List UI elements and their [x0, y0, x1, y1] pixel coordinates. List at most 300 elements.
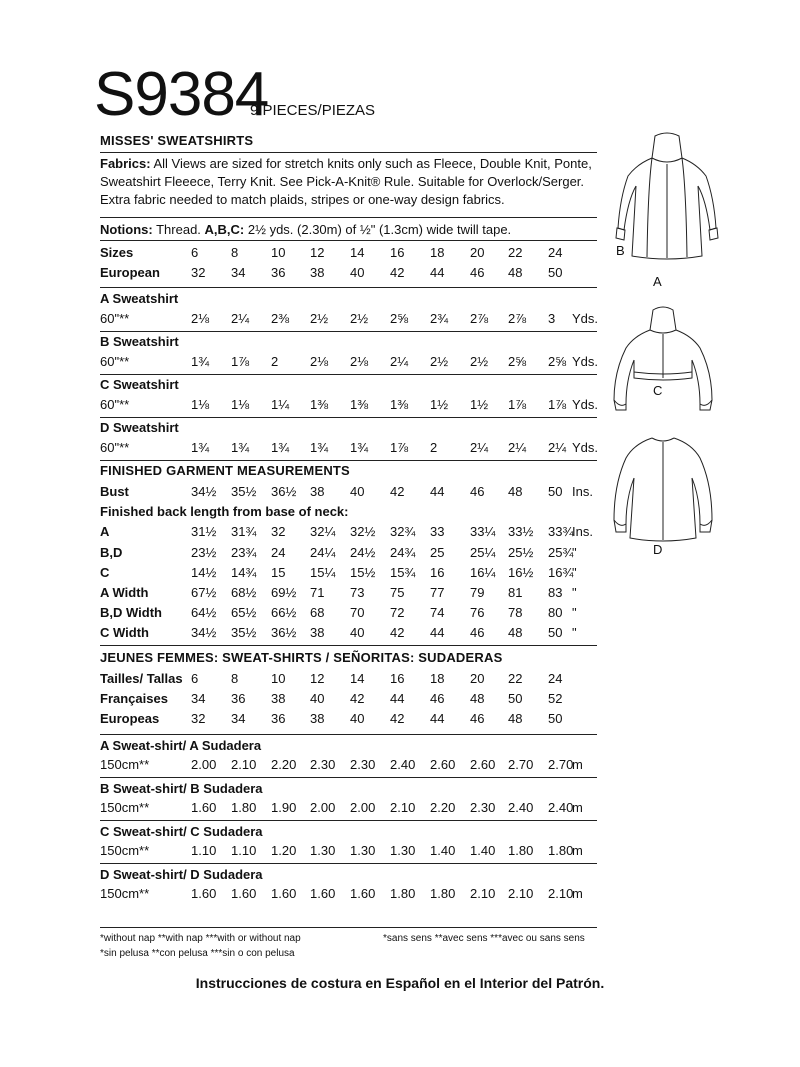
unit-label: Yds.	[572, 440, 599, 455]
table-cell: 32¼	[310, 524, 336, 539]
table-cell: 36	[271, 711, 286, 726]
table-cell: 16½	[508, 565, 534, 580]
fabrics-paragraph	[100, 155, 600, 209]
table-cell: 1.80	[508, 843, 534, 858]
table-cell: 24	[548, 245, 563, 260]
unit-label: Yds.	[572, 311, 599, 326]
table-cell: 2.30	[350, 757, 376, 772]
divider	[100, 217, 597, 218]
table-cell: 1⅞	[231, 354, 250, 369]
measurement-row-label: A	[100, 524, 110, 539]
table-cell: 64½	[191, 605, 217, 620]
table-cell: 81	[508, 585, 523, 600]
table-cell: 1.40	[430, 843, 456, 858]
table-cell: 34	[191, 691, 206, 706]
notions-views: A,B,C:	[204, 222, 245, 237]
table-cell: 40	[310, 691, 325, 706]
table-cell: 68½	[231, 585, 257, 600]
table-cell: 12	[310, 671, 325, 686]
measurement-row	[100, 605, 600, 623]
europeas-row-label: Europeas	[100, 711, 160, 726]
sizes-row	[100, 245, 600, 263]
table-cell: 1.10	[231, 843, 257, 858]
table-cell: 25	[430, 545, 445, 560]
view-title-row	[100, 291, 600, 309]
table-cell: 1.80	[390, 886, 416, 901]
table-cell: 1¾	[350, 440, 369, 455]
table-cell: 10	[271, 245, 286, 260]
view-title-row-label: C Sweat-shirt/ C Sudadera	[100, 824, 263, 839]
yardage-row-label: 60"**	[100, 311, 130, 326]
table-cell: 16	[430, 565, 445, 580]
yardage-row	[100, 397, 600, 415]
table-cell: 48	[508, 265, 523, 280]
table-cell: 40	[350, 625, 365, 640]
table-cell: 1.80	[430, 886, 456, 901]
view-label-a: A	[653, 274, 662, 289]
table-cell: 36	[231, 691, 246, 706]
table-cell: 48	[508, 484, 523, 499]
table-cell: 38	[310, 711, 325, 726]
unit-label: "	[572, 585, 577, 600]
table-cell: 1.60	[310, 886, 336, 901]
fabrics-text: All Views are sized for stretch knits only such as Fleece, Double Knit, Ponte, Sweatshirt Fleeece, Terry Knit. See Pick-A-Knit® Rule. Suitable for Overlock/Serger. Extra fabric needed to match plaids, stripes or one-way design fabrics.	[100, 156, 592, 207]
metric-yardage-row-label: 150cm**	[100, 800, 150, 815]
table-cell: 1⅜	[390, 397, 409, 412]
unit-label: Ins.	[572, 524, 593, 539]
table-cell: 18	[430, 245, 445, 260]
table-cell: 69½	[271, 585, 297, 600]
table-cell: 1.60	[231, 886, 257, 901]
divider	[100, 374, 597, 375]
divider	[100, 152, 597, 153]
table-cell: 22	[508, 245, 523, 260]
table-cell: 46	[470, 625, 485, 640]
table-cell: 1.80	[548, 843, 574, 858]
table-cell: 38	[271, 691, 286, 706]
table-cell: 48	[508, 625, 523, 640]
view-title-row-label: A Sweatshirt	[100, 291, 179, 306]
view-label-b: B	[616, 243, 625, 258]
table-cell: 46	[470, 265, 485, 280]
table-cell: 15¼	[310, 565, 336, 580]
notions-paragraph	[100, 221, 600, 239]
table-cell: 16	[390, 245, 405, 260]
francaises-row	[100, 691, 600, 709]
notions-text: Thread.	[156, 222, 201, 237]
table-cell: 34	[231, 265, 246, 280]
table-cell: 6	[191, 245, 199, 260]
view-title-row-label: D Sweat-shirt/ D Sudadera	[100, 867, 263, 882]
table-cell: 2.60	[430, 757, 456, 772]
table-cell: 2¾	[430, 311, 449, 326]
notions-label: Notions:	[100, 222, 153, 237]
metric-yardage-row-label: 150cm**	[100, 757, 150, 772]
view-title-row	[100, 867, 600, 885]
table-cell: 38	[310, 484, 325, 499]
table-cell: 46	[470, 711, 485, 726]
table-cell: 2.20	[271, 757, 297, 772]
table-cell: 14¾	[231, 565, 257, 580]
table-cell: 2.00	[191, 757, 217, 772]
table-cell: 2¼	[548, 440, 567, 455]
table-cell: 16¼	[470, 565, 496, 580]
table-cell: 24½	[350, 545, 376, 560]
table-cell: 83	[548, 585, 563, 600]
table-cell: 3	[548, 311, 556, 326]
table-cell: 2⅞	[470, 311, 489, 326]
table-cell: 16	[390, 671, 405, 686]
table-cell: 2.40	[390, 757, 416, 772]
table-cell: 1¾	[231, 440, 250, 455]
yardage-row-label: 60"**	[100, 440, 130, 455]
table-cell: 1.60	[191, 800, 217, 815]
table-cell: 1.60	[350, 886, 376, 901]
back-length-label-row-label: Finished back length from base of neck:	[100, 504, 349, 519]
table-cell: 1⅞	[508, 397, 527, 412]
view-label-d: D	[653, 542, 663, 557]
table-cell: 24	[271, 545, 286, 560]
divider	[100, 863, 597, 864]
table-cell: 1¾	[310, 440, 329, 455]
table-cell: 80	[548, 605, 563, 620]
table-cell: 46	[470, 484, 485, 499]
table-cell: 48	[508, 711, 523, 726]
table-cell: 34½	[191, 484, 217, 499]
table-cell: 23¾	[231, 545, 257, 560]
table-cell: 32¾	[390, 524, 416, 539]
table-cell: 50	[508, 691, 523, 706]
table-cell: 2⅛	[350, 354, 369, 369]
table-cell: 2.10	[508, 886, 534, 901]
table-cell: 2½	[310, 311, 329, 326]
footnote-french: *sans sens **avec sens ***avec ou sans sens	[383, 933, 585, 944]
table-cell: 2⅝	[508, 354, 527, 369]
table-cell: 2⅛	[310, 354, 329, 369]
table-cell: 1.60	[191, 886, 217, 901]
unit-label: Yds.	[572, 397, 599, 412]
footnote-english: *without nap **with nap ***with or without nap	[100, 933, 301, 944]
table-cell: 24	[548, 671, 563, 686]
yardage-row	[100, 354, 600, 372]
view-title-row	[100, 738, 600, 756]
table-cell: 2⅛	[191, 311, 210, 326]
metric-yardage-row	[100, 757, 600, 775]
table-cell: 10	[271, 671, 286, 686]
table-cell: 77	[430, 585, 445, 600]
table-cell: 50	[548, 484, 563, 499]
pattern-title: MISSES' SWEATSHIRTS	[100, 133, 254, 148]
sizes-row-label: Sizes	[100, 245, 134, 260]
table-cell: 78	[508, 605, 523, 620]
measurement-row	[100, 545, 600, 563]
europeas-row	[100, 711, 600, 729]
measurement-row	[100, 625, 600, 643]
table-cell: 1.20	[271, 843, 297, 858]
table-cell: 38	[310, 625, 325, 640]
table-cell: 24¼	[310, 545, 336, 560]
table-cell: 2⅜	[271, 311, 290, 326]
table-cell: 76	[470, 605, 485, 620]
table-cell: 15¾	[390, 565, 416, 580]
yardage-row	[100, 440, 600, 458]
footnote-spanish: *sin pelusa **con pelusa ***sin o con pelusa	[100, 948, 295, 959]
view-c-illustration	[608, 300, 718, 415]
table-cell: 31¾	[231, 524, 257, 539]
table-cell: 36½	[271, 484, 297, 499]
table-cell: 2.30	[470, 800, 496, 815]
divider	[100, 645, 597, 646]
table-cell: 2.10	[390, 800, 416, 815]
table-cell: 15	[271, 565, 286, 580]
tailles-row	[100, 671, 600, 689]
unit-label: "	[572, 545, 577, 560]
view-title-row-label: A Sweat-shirt/ A Sudadera	[100, 738, 262, 753]
table-cell: 18	[430, 671, 445, 686]
table-cell: 50	[548, 711, 563, 726]
view-title-row	[100, 334, 600, 352]
metric-yardage-row-label: 150cm**	[100, 843, 150, 858]
unit-label: m	[572, 800, 583, 815]
table-cell: 2.40	[508, 800, 534, 815]
pieces-count: 9 PIECES/PIEZAS	[250, 102, 376, 119]
table-cell: 2¼	[231, 311, 250, 326]
table-cell: 33¾	[548, 524, 574, 539]
table-cell: 42	[390, 625, 405, 640]
metric-yardage-row	[100, 843, 600, 861]
table-cell: 1.10	[191, 843, 217, 858]
view-title-row-label: C Sweatshirt	[100, 377, 179, 392]
table-cell: 16¾	[548, 565, 574, 580]
metric-yardage-row	[100, 800, 600, 818]
table-cell: 42	[390, 265, 405, 280]
table-cell: 44	[430, 265, 445, 280]
table-cell: 1⅜	[310, 397, 329, 412]
table-cell: 34	[231, 711, 246, 726]
table-cell: 1.60	[271, 886, 297, 901]
table-cell: 2.10	[231, 757, 257, 772]
table-cell: 2.60	[470, 757, 496, 772]
yardage-row-label: 60"**	[100, 397, 130, 412]
table-cell: 35½	[231, 484, 257, 499]
view-title-row	[100, 377, 600, 395]
table-cell: 22	[508, 671, 523, 686]
unit-label: Yds.	[572, 354, 599, 369]
table-cell: 2.10	[470, 886, 496, 901]
table-cell: 40	[350, 265, 365, 280]
table-cell: 2⅝	[548, 354, 567, 369]
table-cell: 48	[470, 691, 485, 706]
table-cell: 1.30	[310, 843, 336, 858]
table-cell: 33¼	[470, 524, 496, 539]
table-cell: 72	[390, 605, 405, 620]
table-cell: 40	[350, 711, 365, 726]
table-cell: 2¼	[470, 440, 489, 455]
table-cell: 68	[310, 605, 325, 620]
table-cell: 52	[548, 691, 563, 706]
measurement-row-label: A Width	[100, 585, 149, 600]
table-cell: 23½	[191, 545, 217, 560]
divider	[100, 240, 597, 241]
table-cell: 2.10	[548, 886, 574, 901]
spanish-instructions-note: Instrucciones de costura en Español en el Interior del Patrón.	[195, 975, 605, 991]
table-cell: 2½	[470, 354, 489, 369]
table-cell: 8	[231, 245, 239, 260]
unit-label: m	[572, 843, 583, 858]
table-cell: 1½	[430, 397, 449, 412]
table-cell: 1.30	[350, 843, 376, 858]
measurement-row	[100, 524, 600, 542]
table-cell: 2.70	[508, 757, 534, 772]
yardage-row-label: 60"**	[100, 354, 130, 369]
divider	[100, 287, 597, 288]
unit-label: m	[572, 886, 583, 901]
divider	[100, 460, 597, 461]
table-cell: 1.30	[390, 843, 416, 858]
table-cell: 42	[390, 484, 405, 499]
table-cell: 1.40	[470, 843, 496, 858]
table-cell: 32	[191, 711, 206, 726]
view-title-row	[100, 824, 600, 842]
francaises-row-label: Françaises	[100, 691, 168, 706]
table-cell: 1⅛	[191, 397, 210, 412]
european-row	[100, 265, 600, 283]
table-cell: 1⅜	[350, 397, 369, 412]
table-cell: 2½	[430, 354, 449, 369]
view-a-illustration	[612, 128, 722, 268]
table-cell: 35½	[231, 625, 257, 640]
unit-label: m	[572, 757, 583, 772]
view-title-row-label: D Sweatshirt	[100, 420, 179, 435]
tailles-row-label: Tailles/ Tallas	[100, 671, 183, 686]
fabrics-label: Fabrics:	[100, 156, 151, 171]
table-cell: 44	[430, 711, 445, 726]
table-cell: 2.20	[430, 800, 456, 815]
table-cell: 44	[430, 484, 445, 499]
view-title-row	[100, 420, 600, 438]
table-cell: 34½	[191, 625, 217, 640]
back-length-label-row	[100, 504, 600, 522]
table-cell: 65½	[231, 605, 257, 620]
european-row-label: European	[100, 265, 160, 280]
table-cell: 66½	[271, 605, 297, 620]
table-cell: 20	[470, 245, 485, 260]
table-cell: 2.70	[548, 757, 574, 772]
table-cell: 71	[310, 585, 325, 600]
view-title-row	[100, 781, 600, 799]
table-cell: 2.00	[310, 800, 336, 815]
table-cell: 32	[271, 524, 286, 539]
table-cell: 74	[430, 605, 445, 620]
table-cell: 2	[271, 354, 279, 369]
metric-table-title: JEUNES FEMMES: SWEAT-SHIRTS / SEÑORITAS: SUDADERAS	[100, 650, 503, 665]
table-cell: 1¾	[191, 354, 210, 369]
table-cell: 36½	[271, 625, 297, 640]
unit-label: "	[572, 625, 577, 640]
table-cell: 14	[350, 671, 365, 686]
table-cell: 33	[430, 524, 445, 539]
table-cell: 1⅛	[231, 397, 250, 412]
table-cell: 2.40	[548, 800, 574, 815]
measurement-row-label: B,D	[100, 545, 123, 560]
table-cell: 31½	[191, 524, 217, 539]
table-cell: 2½	[350, 311, 369, 326]
table-cell: 44	[390, 691, 405, 706]
metric-yardage-row-label: 150cm**	[100, 886, 150, 901]
measurement-row-label: B,D Width	[100, 605, 162, 620]
table-cell: 14	[350, 245, 365, 260]
bust-row	[100, 484, 600, 502]
divider	[100, 417, 597, 418]
view-label-c: C	[653, 383, 663, 398]
table-cell: 50	[548, 265, 563, 280]
table-cell: 2.30	[310, 757, 336, 772]
table-cell: 1.80	[231, 800, 257, 815]
measurements-title: FINISHED GARMENT MEASUREMENTS	[100, 463, 350, 478]
table-cell: 1¾	[191, 440, 210, 455]
bust-row-label: Bust	[100, 484, 129, 499]
unit-label: "	[572, 605, 577, 620]
divider	[100, 734, 597, 735]
table-cell: 32½	[350, 524, 376, 539]
table-cell: 38	[310, 265, 325, 280]
table-cell: 15½	[350, 565, 376, 580]
unit-label: "	[572, 565, 577, 580]
view-d-illustration	[608, 428, 718, 548]
table-cell: 25¼	[470, 545, 496, 560]
table-cell: 36	[271, 265, 286, 280]
divider	[100, 820, 597, 821]
table-cell: 20	[470, 671, 485, 686]
divider	[100, 777, 597, 778]
measurement-row	[100, 585, 600, 603]
table-cell: 1⅞	[548, 397, 567, 412]
metric-yardage-row	[100, 886, 600, 904]
table-cell: 1¾	[271, 440, 290, 455]
divider	[100, 331, 597, 332]
measurement-row-label: C Width	[100, 625, 149, 640]
table-cell: 14½	[191, 565, 217, 580]
pattern-number: S9384	[94, 60, 269, 129]
table-cell: 70	[350, 605, 365, 620]
table-cell: 42	[350, 691, 365, 706]
table-cell: 12	[310, 245, 325, 260]
table-cell: 44	[430, 625, 445, 640]
table-cell: 1⅞	[390, 440, 409, 455]
table-cell: 33½	[508, 524, 534, 539]
notions-detail: 2½ yds. (2.30m) of ½" (1.3cm) wide twill tape.	[247, 222, 512, 237]
table-cell: 1¼	[271, 397, 290, 412]
divider	[100, 927, 597, 928]
measurement-row	[100, 565, 600, 583]
table-cell: 2	[430, 440, 438, 455]
table-cell: 2.00	[350, 800, 376, 815]
table-cell: 8	[231, 671, 239, 686]
table-cell: 25½	[508, 545, 534, 560]
table-cell: 1½	[470, 397, 489, 412]
table-cell: 46	[430, 691, 445, 706]
table-cell: 2⅞	[508, 311, 527, 326]
table-cell: 42	[390, 711, 405, 726]
table-cell: 67½	[191, 585, 217, 600]
table-cell: 2⅝	[390, 311, 409, 326]
table-cell: 79	[470, 585, 485, 600]
table-cell: 2¼	[390, 354, 409, 369]
table-cell: 40	[350, 484, 365, 499]
yardage-row	[100, 311, 600, 329]
table-cell: 75	[390, 585, 405, 600]
view-title-row-label: B Sweat-shirt/ B Sudadera	[100, 781, 263, 796]
